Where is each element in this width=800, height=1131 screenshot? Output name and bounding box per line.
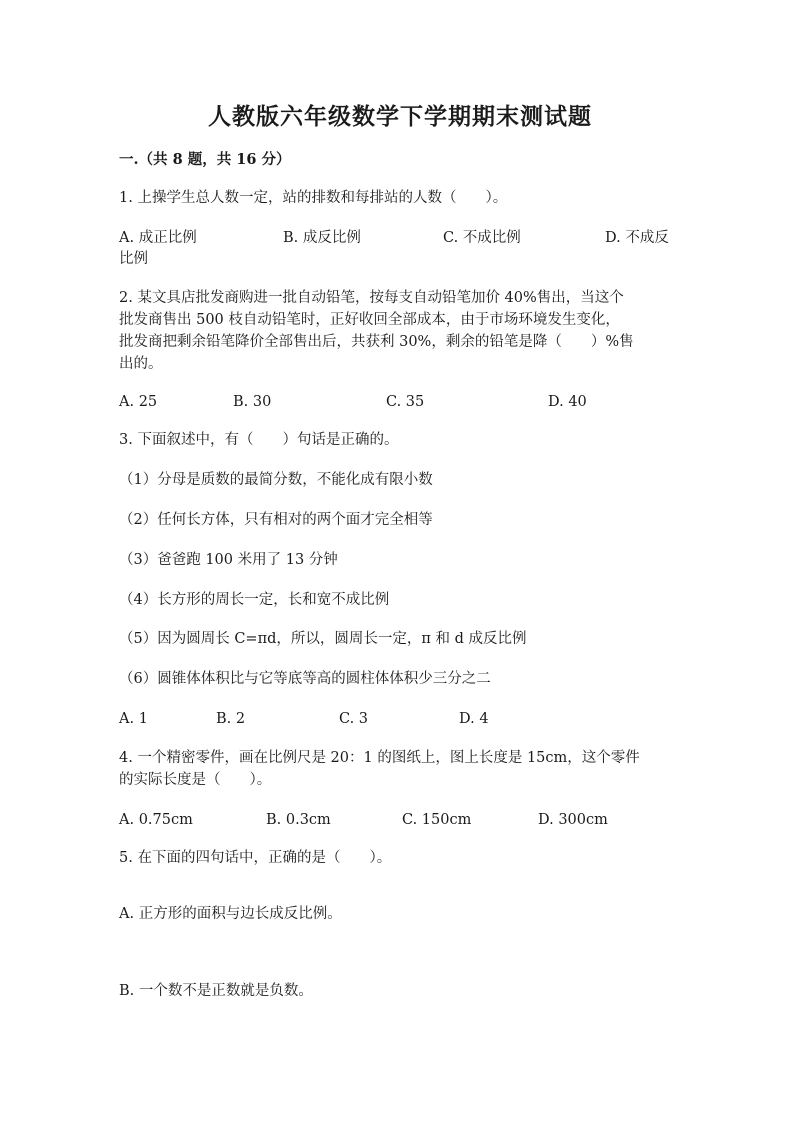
question-2-stem-line-2: 批发商售出 500 枝自动铅笔时，正好收回全部成本，由于市场环境发生变化， (119, 312, 620, 328)
page-title: 人教版六年级数学下学期期末测试题 (208, 103, 592, 130)
question-3-statement-2: （2）任何长方体，只有相对的两个面才完全相等 (119, 512, 433, 528)
question-5-option-a[interactable]: A. 正方形的面积与边长成反比例。 (119, 906, 342, 922)
question-5-option-b[interactable]: B. 一个数不是正数就是负数。 (119, 983, 313, 999)
question-3-option-c[interactable]: C. 3 (339, 711, 369, 727)
question-3-statement-1: （1）分母是质数的最简分数，不能化成有限小数 (119, 472, 433, 488)
question-1-option-d[interactable]: D. 不成反 (605, 230, 669, 246)
question-3-statement-4: （4）长方形的周长一定，长和宽不成比例 (119, 592, 390, 608)
question-1-option-c[interactable]: C. 不成比例 (443, 230, 521, 246)
question-2-option-b[interactable]: B. 30 (233, 394, 272, 410)
question-4-stem-line-2: 的实际长度是（ ）。 (119, 772, 272, 788)
question-2-stem-line-3: 批发商把剩余铅笔降价全部售出后，共获利 30%，剩余的铅笔是降（ ）%售 (119, 334, 634, 350)
question-4-option-b[interactable]: B. 0.3cm (266, 812, 331, 828)
question-4-stem-line-1: 4. 一个精密零件，画在比例尺是 20：1 的图纸上，图上长度是 15cm，这个零件 (119, 750, 640, 766)
question-3-option-d[interactable]: D. 4 (459, 711, 489, 727)
question-1-option-d-wrap: 比例 (119, 251, 148, 267)
question-2-option-d[interactable]: D. 40 (548, 394, 587, 410)
question-1-stem: 1. 上操学生总人数一定，站的排数和每排站的人数（ ）。 (119, 190, 508, 206)
question-4-option-a[interactable]: A. 0.75cm (119, 812, 193, 828)
question-2-option-a[interactable]: A. 25 (119, 394, 158, 410)
question-3-stem: 3. 下面叙述中，有（ ）句话是正确的。 (119, 432, 399, 448)
question-3-statement-6: （6）圆锥体体积比与它等底等高的圆柱体体积少三分之二 (119, 671, 491, 687)
question-3-statement-5: （5）因为圆周长 C=πd，所以，圆周长一定，π 和 d 成反比例 (119, 631, 527, 647)
question-3-statement-3: （3）爸爸跑 100 米用了 13 分钟 (119, 552, 338, 568)
question-3-option-b[interactable]: B. 2 (216, 711, 246, 727)
question-1-option-b[interactable]: B. 成反比例 (283, 230, 361, 246)
question-5-stem: 5. 在下面的四句话中，正确的是（ ）。 (119, 850, 392, 866)
question-2-option-c[interactable]: C. 35 (386, 394, 425, 410)
question-2-stem-line-4: 出的。 (119, 356, 163, 372)
question-4-option-d[interactable]: D. 300cm (538, 812, 608, 828)
question-3-option-a[interactable]: A. 1 (119, 711, 148, 727)
question-4-option-c[interactable]: C. 150cm (402, 812, 472, 828)
question-2-stem-line-1: 2. 某文具店批发商购进一批自动铅笔，按每支自动铅笔加价 40%售出，当这个 (119, 290, 624, 306)
question-1-option-a[interactable]: A. 成正比例 (119, 230, 197, 246)
section-header: 一.（共 8 题，共 16 分） (119, 151, 291, 168)
